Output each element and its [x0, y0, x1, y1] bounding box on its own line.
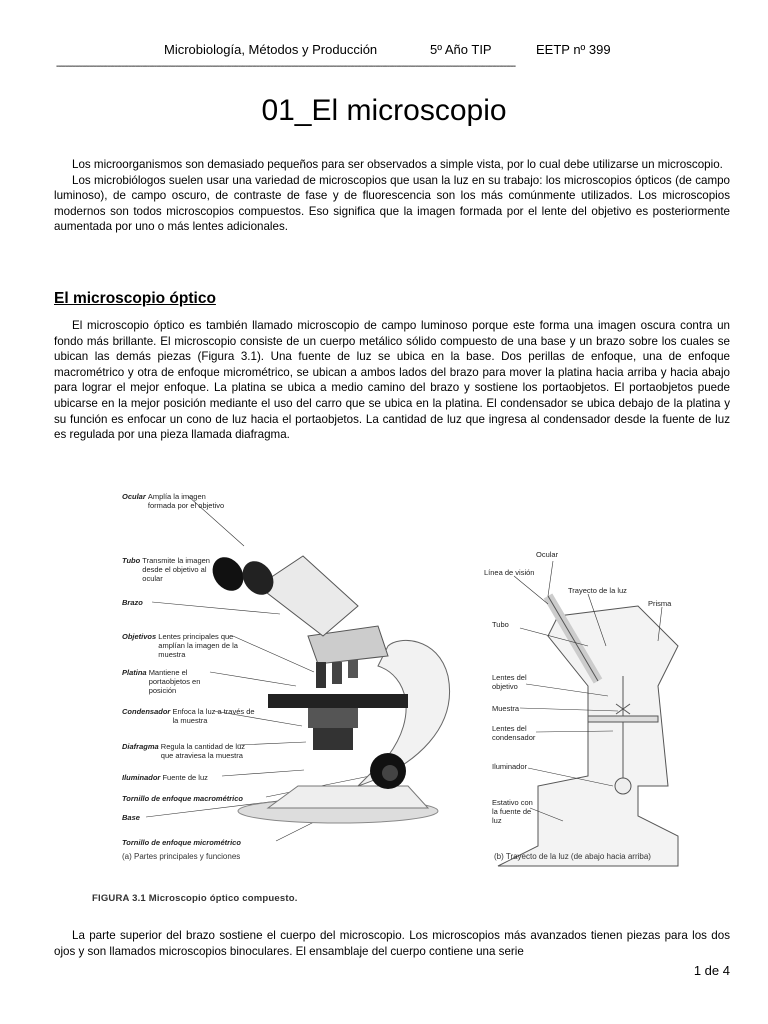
closing-paragraph: La parte superior del brazo sostiene el cuerpo del microscopio. Los microscopios más avanzados tienen piezas para los dos ojos y son llamados microscopios binoculares. El ensamblaje del cuerpo contiene una serie: [54, 929, 730, 958]
figure-caption: FIGURA 3.1 Microscopio óptico compuesto.: [92, 893, 298, 904]
page-title: 01_El microscopio: [261, 94, 507, 127]
rlabel-lentes-objetivo: Lentes del objetivo: [492, 673, 527, 691]
rlabel-iluminador: Iluminador: [492, 762, 528, 771]
rlabel-linea-vision: Línea de visión: [484, 568, 535, 577]
label-platina: Platina Mantiene el portaobjetos en posición: [122, 668, 201, 695]
microscope-illustration: [118, 486, 688, 906]
header-course: Microbiología, Métodos y Producción: [164, 42, 378, 57]
rlabel-trayecto: Trayecto de la luz: [568, 586, 627, 595]
header-school: EETP nº 399: [536, 42, 611, 57]
label-condensador: Condensador Enfoca la luz a través de la muestra: [122, 707, 255, 725]
label-objetivos: Objetivos Lentes principales que amplían la imagen de la muestra: [122, 632, 238, 659]
caption-a: (a) Partes principales y funciones: [122, 852, 241, 861]
rlabel-estativo: Estativo con la fuente de luz: [492, 798, 533, 825]
closing-text: [54, 928, 730, 959]
microscope-figure: [118, 486, 688, 906]
label-micrometrico: Tornillo de enfoque micrométrico: [122, 838, 241, 847]
label-macrometrico: Tornillo de enfoque macrométrico: [122, 794, 243, 803]
caption-b: (b) Trayecto de la luz (de abajo hacia arriba): [494, 852, 651, 861]
label-ocular: Ocular Amplía la imagen formada por el objetivo: [122, 492, 225, 510]
section-paragraph: El microscopio óptico es también llamado microscopio de campo luminoso porque este forma una imagen oscura contra un fondo más brillante. El microscopio consiste de un cuerpo metálico sólido compuesto de una base y un brazo sobre los cuales se ubican las demás piezas (Figura 3.1). Una fuente de luz se ubica en la base. Dos perillas de enfoque, una de enfoque macrométrico y otra de enfoque micrométrico, se ubican a ambos lados del brazo para mover la platina hacia arriba y hacia abajo para lograr el mejor enfoque. La platina se ubica a medio camino del brazo y sostiene los portaobjetos. El portaobjetos puede ubicarse en la mejor posición mediante el uso del carro que se ubica en la platina. El condensador se ubica debajo de la platina y su función es enfocar un cono de luz hacia el portaobjetos. La cantidad de luz que ingresa al condensador desde la fuente de luz es regulada por una pieza llamada diafragma.: [54, 319, 730, 442]
intro-paragraph-2: Los microbiólogos suelen usar una variedad de microscopios que usan la luz en su trabajo: los microscopios ópticos (de campo luminoso), de campo oscuro, de contraste de fase y de fluorescencia son los más comúnmente utilizados. Los microscopios modernos son todos microscopios compuestos. Eso significa que la imagen formada por el lente del objetivo es posteriormente aumentada por uno o más lentes adicionales.: [54, 173, 730, 234]
intro-text: [54, 157, 730, 235]
section-heading: El microscopio óptico: [54, 290, 216, 307]
microscope-drawing: [206, 551, 449, 823]
label-diafragma: Diafragma Regula la cantidad de luz que atraviesa la muestra: [122, 742, 246, 760]
rlabel-tubo: Tubo: [492, 620, 509, 629]
rlabel-ocular: Ocular: [536, 550, 559, 559]
label-brazo: Brazo: [122, 598, 143, 607]
header-rule: -----------------------------------------------------------------------------------------------------------------------------------------------------------------------------------------------------: [56, 62, 516, 72]
rlabel-muestra: Muestra: [492, 704, 520, 713]
header-year: 5º Año TIP: [430, 42, 492, 57]
label-iluminador: Iluminador Fuente de luz: [122, 773, 208, 782]
section-text: [54, 318, 730, 443]
rlabel-prisma: Prisma: [648, 599, 672, 608]
label-base: Base: [122, 813, 140, 822]
intro-paragraph-1: Los microorganismos son demasiado pequeños para ser observados a simple vista, por lo cual debe utilizarse un microscopio.: [72, 158, 723, 171]
label-tubo: Tubo Transmite la imagen desde el objetivo al ocular: [122, 556, 210, 583]
page-number: 1 de 4: [693, 963, 730, 978]
rlabel-lentes-condensador: Lentes del condensador: [492, 724, 536, 742]
